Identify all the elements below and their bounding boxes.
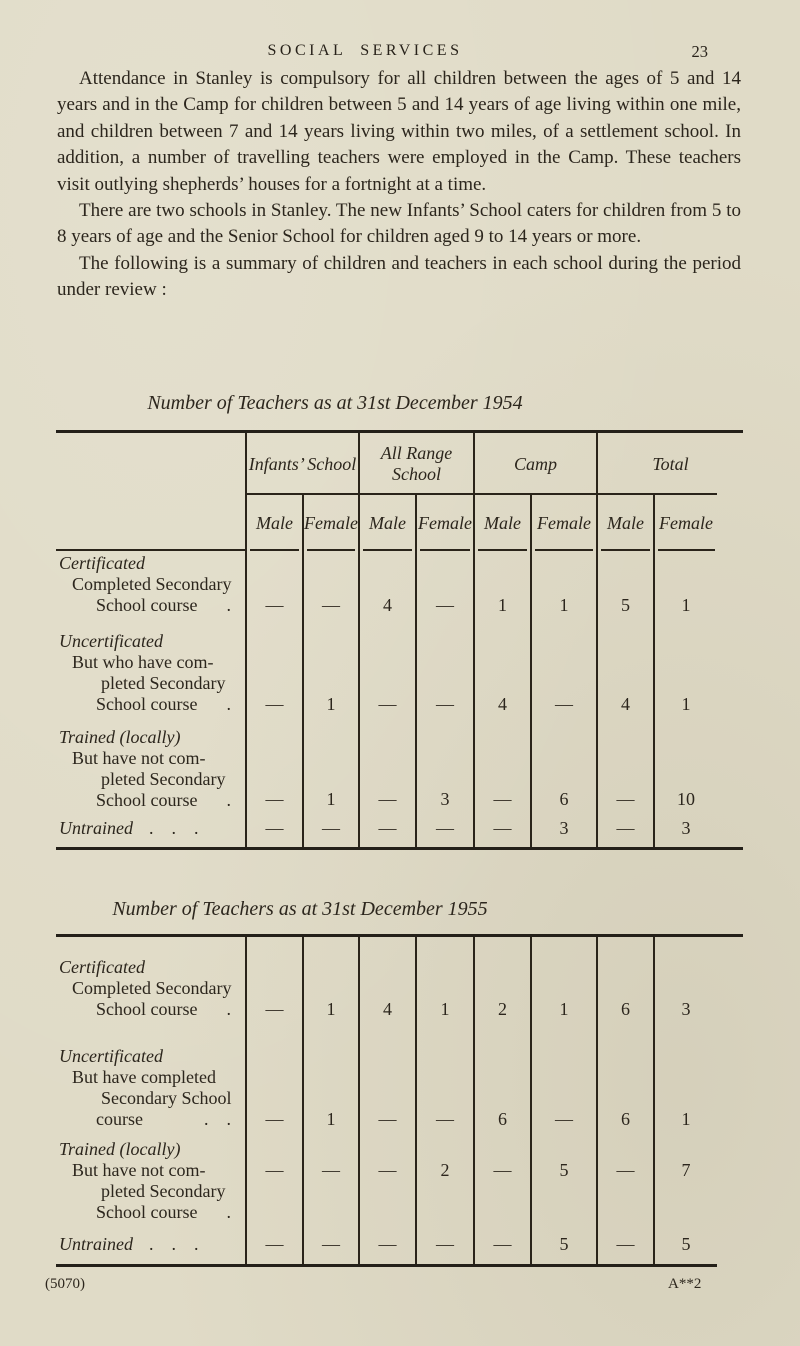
value-cell: 10: [653, 717, 743, 813]
value-cell: 3: [653, 813, 743, 847]
row-label: [56, 937, 245, 1036]
table-title-1955: Number of Teachers as at 31st December 1955: [112, 898, 488, 920]
row-label: [56, 551, 245, 625]
subheader-female: Female: [653, 495, 743, 551]
value-cell: —: [415, 551, 473, 625]
row-label: [56, 717, 245, 813]
value-cell: —: [245, 1133, 302, 1227]
table-row-trained-locally: [56, 717, 743, 813]
value-cell: —: [473, 1227, 530, 1264]
leader-dot: .: [226, 790, 231, 810]
value-cell: —: [415, 813, 473, 847]
row-label: [56, 1133, 245, 1227]
subheader-female: Female: [302, 495, 358, 551]
subheader-male: Male: [473, 495, 530, 551]
subheader-male: Male: [358, 495, 415, 551]
signature-mark: A**2: [668, 1276, 702, 1292]
value-cell: 6: [530, 717, 596, 813]
value-cell: 1: [473, 551, 530, 625]
subheader-female: Female: [415, 495, 473, 551]
value-cell: 1: [302, 937, 358, 1036]
print-code: (5070): [45, 1276, 85, 1292]
row-label-line: course . .: [96, 1109, 231, 1129]
table-title-1954: Number of Teachers as at 31st December 1954: [147, 392, 523, 414]
value-cell: —: [245, 1227, 302, 1264]
value-cell: 6: [596, 937, 653, 1036]
paragraph-summary-intro: The following is a summary of children and teachers in each school during the period under review :: [57, 252, 741, 301]
row-label-line: But who have com-: [72, 652, 214, 672]
row-label-line: School course .: [96, 999, 231, 1019]
subheader-female: Female: [530, 495, 596, 551]
leader-dots: . . .: [149, 1234, 199, 1254]
row-category: Certificated: [59, 957, 145, 977]
value-cell: 3: [653, 937, 743, 1036]
paragraph-attendance: Attendance in Stanley is compulsory for all children between the ages of 5 and 14 years and in the Camp for children between 5 and 14 years of age living within one mile, and children between 7 and 14 years living within two miles, of a settlement school. In addition, a number of travelling teachers were employed in the Camp. These teachers visit outlying shepherds’ houses for a fortnight at a time.: [57, 68, 741, 195]
table-row-certificated: [56, 551, 743, 625]
leader-dot: . .: [204, 1109, 231, 1129]
row-label-line: But have completed: [72, 1067, 216, 1087]
value-cell: —: [245, 625, 302, 717]
row-category: Uncertificated: [59, 631, 163, 651]
row-label: [56, 625, 245, 717]
teachers-table-1954: [56, 430, 743, 850]
value-cell: —: [596, 813, 653, 847]
value-cell: 5: [596, 551, 653, 625]
row-label-line: School course .: [96, 790, 231, 810]
value-cell: 1: [302, 717, 358, 813]
row-label: [56, 813, 245, 847]
value-cell: 4: [358, 937, 415, 1036]
table-row-certificated: [56, 937, 743, 1036]
row-label-line: But have not com-: [72, 748, 206, 768]
body-text: [57, 66, 741, 304]
row-label-line: Secondary School: [101, 1088, 232, 1108]
value-cell: 1: [653, 551, 743, 625]
value-cell: —: [245, 717, 302, 813]
table-row-trained-locally: [56, 1133, 743, 1227]
row-label: [56, 1227, 245, 1264]
row-label-line: pleted Secondary: [101, 673, 226, 693]
value-cell: —: [358, 625, 415, 717]
table-bottom-rule: [56, 847, 743, 850]
page-number: 23: [691, 42, 708, 61]
subheader-male: Male: [596, 495, 653, 551]
value-cell: 1: [653, 625, 743, 717]
value-cell: —: [473, 813, 530, 847]
value-cell: —: [473, 717, 530, 813]
value-cell: —: [245, 813, 302, 847]
value-cell: —: [530, 625, 596, 717]
leader-dot: .: [226, 595, 231, 615]
value-cell: 1: [302, 1036, 358, 1133]
value-cell: 1: [415, 937, 473, 1036]
row-label-line: But have not com-: [72, 1160, 206, 1180]
table-subheader-row: [56, 495, 743, 551]
table-row-untrained: [56, 1227, 743, 1264]
value-cell: —: [358, 717, 415, 813]
value-cell: —: [302, 551, 358, 625]
paragraph-schools: There are two schools in Stanley. The new Infants’ School caters for children from 5 to 8 years of age and the Senior School for children aged 9 to 14 years or more.: [57, 200, 741, 248]
row-label-line: School course .: [96, 694, 231, 714]
leader-dot: .: [226, 1202, 231, 1222]
row-label-line: School course .: [96, 595, 231, 615]
table-row-untrained: [56, 813, 743, 847]
value-cell: —: [415, 625, 473, 717]
value-cell: —: [596, 1227, 653, 1264]
value-cell: 1: [653, 1036, 743, 1133]
value-cell: 1: [530, 551, 596, 625]
row-label-line: pleted Secondary: [101, 769, 226, 789]
value-cell: —: [473, 1133, 530, 1227]
leader-dot: .: [226, 999, 231, 1019]
row-label-line: Completed Secondary: [72, 978, 232, 998]
value-cell: 2: [473, 937, 530, 1036]
value-cell: 5: [530, 1227, 596, 1264]
value-cell: —: [245, 1036, 302, 1133]
value-cell: 4: [358, 551, 415, 625]
value-cell: —: [302, 813, 358, 847]
row-label: [56, 1036, 245, 1133]
row-category: Untrained: [59, 1234, 133, 1254]
value-cell: —: [245, 937, 302, 1036]
value-cell: —: [530, 1036, 596, 1133]
table-row-uncertificated: [56, 1036, 743, 1133]
value-cell: 3: [415, 717, 473, 813]
empty-header-cell: [56, 433, 245, 495]
value-cell: 5: [653, 1227, 743, 1264]
value-cell: 2: [415, 1133, 473, 1227]
value-cell: 5: [530, 1133, 596, 1227]
column-group-total: Total: [596, 433, 743, 495]
value-cell: —: [596, 717, 653, 813]
leader-dots: . . .: [149, 818, 199, 838]
value-cell: —: [358, 1227, 415, 1264]
row-label-line: School course .: [96, 1202, 231, 1222]
row-label-line: Completed Secondary: [72, 574, 232, 594]
value-cell: 4: [596, 625, 653, 717]
value-cell: —: [415, 1036, 473, 1133]
value-cell: 1: [530, 937, 596, 1036]
column-group-camp: Camp: [473, 433, 596, 495]
table-group-header-row: [56, 433, 743, 495]
teachers-table-1955: [56, 934, 743, 1267]
label-header-cell: [56, 495, 245, 551]
table-row-uncertificated: [56, 625, 743, 717]
row-category: Untrained: [59, 818, 133, 838]
subheader-male: Male: [245, 495, 302, 551]
value-cell: —: [596, 1133, 653, 1227]
row-label-line: pleted Secondary: [101, 1181, 226, 1201]
leader-dot: .: [226, 694, 231, 714]
value-cell: 3: [530, 813, 596, 847]
value-cell: —: [302, 1227, 358, 1264]
row-category: Uncertificated: [59, 1046, 163, 1066]
value-cell: —: [245, 551, 302, 625]
value-cell: 4: [473, 625, 530, 717]
value-cell: —: [415, 1227, 473, 1264]
value-cell: 1: [302, 625, 358, 717]
value-cell: 6: [473, 1036, 530, 1133]
value-cell: —: [358, 1133, 415, 1227]
value-cell: 6: [596, 1036, 653, 1133]
column-group-all-range-school: All Range School: [358, 433, 473, 495]
column-group-infants-school: Infants’ School: [245, 433, 358, 495]
running-header-title: SOCIAL SERVICES: [267, 42, 463, 59]
row-category: Trained (locally): [59, 1139, 181, 1159]
value-cell: —: [302, 1133, 358, 1227]
row-category: Trained (locally): [59, 727, 181, 747]
value-cell: —: [358, 813, 415, 847]
value-cell: 7: [653, 1133, 743, 1227]
value-cell: —: [358, 1036, 415, 1133]
table-bottom-rule: [56, 1264, 717, 1267]
row-category: Certificated: [59, 553, 145, 573]
